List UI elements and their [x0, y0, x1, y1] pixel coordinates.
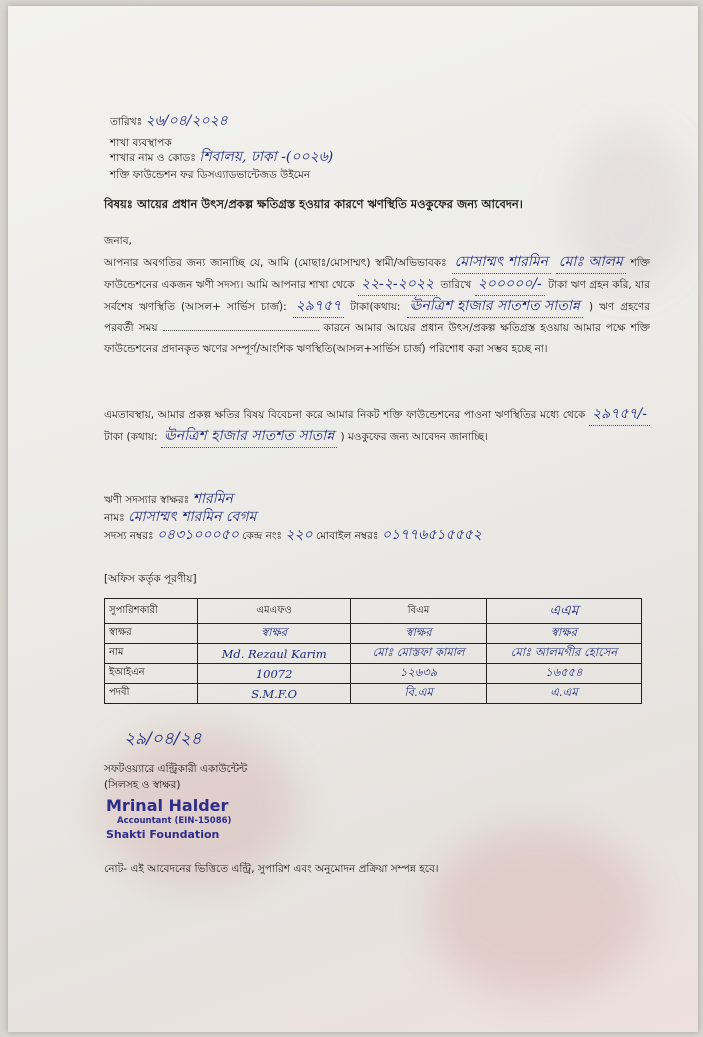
member-signature-line	[104, 492, 233, 507]
loan-amount-fill: ২০০০০০/-	[475, 274, 545, 296]
recommendation-table	[104, 598, 642, 704]
balance-fill: ২৯৭৫৭	[293, 296, 344, 318]
center-label: কেন্দ্র নংঃ	[242, 530, 282, 542]
row-label: নাম	[105, 644, 198, 664]
p2-text: এমতাবস্থায়, আমার প্রকল্প ক্ষতির বিষয় বিবেচনা করে আমার নিকট শক্তি ফাউন্ডেশনের পাওনা ঋণস্থিতির মধ্যে থেকে	[104, 409, 586, 421]
p1-text: টাকা(কথায়:	[350, 301, 401, 313]
application-letter	[8, 6, 698, 1032]
p1-text: শক্তি ফাউন্ডেশনের একজন ঋণী সদস্য। আমি আপনার শাখা থেকে	[104, 257, 650, 291]
table-row	[105, 644, 642, 664]
reason-blank	[163, 330, 319, 331]
table-cell: স্বাক্ষর	[486, 624, 641, 644]
paper-stain	[428, 826, 648, 996]
table-header: বিএম	[351, 599, 487, 624]
office-use-note: [অফিস কর্তৃক পূরণীয়]	[104, 573, 197, 585]
row-label: ইআইএন	[105, 664, 198, 684]
accountant-role: সফটওয়্যারে এন্ট্রিকারী একাউন্টেন্ট	[104, 763, 248, 775]
table-row	[105, 684, 642, 704]
waiver-words-fill: ঊনত্রিশ হাজার সাতশত সাতান্ন	[161, 426, 337, 448]
mobile-value: ০১৭৭৬৫১৫৫৫২	[381, 527, 482, 543]
loan-date-fill: ২২-২-২০২২	[358, 274, 437, 296]
balance-words-fill: ঊনত্রিশ হাজার সাতশত সাতান্ন	[407, 296, 583, 318]
p1-text: টাকা ঋণ গ্রহন করি, যার সর্বশেষ ঋণস্থিতি (আসল+ সার্ভিস চার্জ):	[104, 279, 651, 313]
member-no-label: সদস্য নম্বরঃ	[104, 530, 154, 542]
table-header: এমএফও	[198, 599, 351, 624]
branch-line	[110, 150, 333, 165]
table-cell: স্বাক্ষর	[198, 624, 351, 644]
table-header-row	[105, 599, 642, 624]
member-signature-label: ঋণী সদস্যার স্বাক্ষরঃ	[104, 494, 190, 506]
paragraph-2	[104, 404, 650, 448]
table-row	[105, 664, 642, 684]
table-cell: স্বাক্ষর	[351, 624, 487, 644]
table-cell: এ.এম	[486, 684, 641, 704]
waiver-amount-fill: ২৯৭৫৭/-	[589, 404, 650, 426]
row-label: পদবী	[105, 684, 198, 704]
table-header: সুপারিশকারী	[105, 599, 198, 624]
subject-line: বিষয়ঃ আয়ের প্রধান উৎস/প্রকল্প ক্ষতিগ্রস্ত হওয়ার কারণে ঋণস্থিতি মওকুফের জন্য আবেদন।	[104, 197, 523, 211]
member-name-label: নামঃ	[104, 512, 125, 524]
stamp-note: (সিলসহ ও স্বাক্ষর)	[104, 779, 181, 791]
date-value: ২৬/০৪/২০২৪	[145, 113, 228, 129]
table-cell: S.M.F.O	[198, 684, 351, 704]
member-signature: শারমিন	[192, 491, 233, 507]
branch-label: শাখার নাম ও কোডঃ	[110, 152, 196, 164]
p1-text: আপনার অবগতির জন্য জানাচ্ছি যে, আমি (মোছাঃ/মোসাম্মৎ) স্বামী/অভিভাবকঃ	[104, 257, 447, 269]
salutation: জনাব,	[104, 235, 132, 247]
p1-text: কারনে আমার আয়ের প্রধান উৎস/প্রকল্প ক্ষতিগ্রস্ত হওয়ায় আমার পক্ষে শক্তি ফাউন্ডেশনের প্রদানকৃত ঋণের সম্পূর্ণ/আংশিক ঋণস্থিতি(আসল+সার্ভিস চার্জ) পরিশোধ করা সম্ভব হচ্ছে না।	[104, 322, 650, 355]
p1-text: তারিখে	[440, 279, 472, 291]
table-cell: 10072	[198, 664, 351, 684]
accountant-title: Accountant (EIN-15086)	[117, 816, 232, 826]
member-no-value: ০৪৩১০০০৫০	[156, 527, 239, 543]
org-line: শক্তি ফাউন্ডেশন ফর ডিসএ্যাডভান্টেজড উইমেন	[110, 169, 311, 181]
p2-text: টাকা (কথায়:	[104, 431, 158, 443]
p2-text: ) মওকুফের জন্য আবেদন জানাচ্ছি।	[340, 431, 488, 443]
p1-text: ) ঋণ গ্রহণের পরবর্তী সময়	[104, 301, 651, 334]
table-cell: ১৬৫৫৪	[486, 664, 641, 684]
date-line	[110, 114, 228, 129]
branch-manager-label: শাখা ব্যবস্থাপক	[110, 137, 172, 149]
member-name-value: মোসাম্মৎ শারমিন বেগম	[128, 509, 257, 525]
table-row	[105, 624, 642, 644]
paragraph-1	[104, 252, 650, 360]
table-cell: মোঃ মোস্তফা কামাল	[351, 644, 487, 664]
member-number-line	[104, 528, 664, 543]
member-name-line	[104, 510, 256, 525]
footer-note: নোট- এই আবেদনের ভিত্তিতে এন্ট্রি, সুপারিশ এবং অনুমোদন প্রক্রিয়া সম্পন্ন হবে।	[104, 863, 439, 875]
mobile-label: মোবাইল নম্বরঃ	[316, 530, 379, 542]
table-cell: মোঃ আলমগীর হোসেন	[486, 644, 641, 664]
table-cell: Md. Rezaul Karim	[198, 644, 351, 664]
organization-name: Shakti Foundation	[106, 828, 220, 841]
table-header: এএম	[486, 599, 641, 624]
accountant-name: Mrinal Halder	[106, 796, 229, 815]
guardian-name-fill: মোঃ আলম	[556, 252, 626, 274]
table-cell: ১২৬৩৯	[351, 664, 487, 684]
date-label: তারিখঃ	[110, 116, 143, 128]
branch-value: শিবালয়, ঢাকা -(০০২৬)	[199, 149, 334, 165]
center-value: ২২০	[285, 527, 313, 543]
row-label: স্বাক্ষর	[105, 624, 198, 644]
accountant-signature-date: ২৯/০৪/২৪	[124, 729, 202, 749]
member-name-fill: মোসাম্মৎ শারমিন	[452, 252, 551, 274]
table-cell: বি.এম	[351, 684, 487, 704]
